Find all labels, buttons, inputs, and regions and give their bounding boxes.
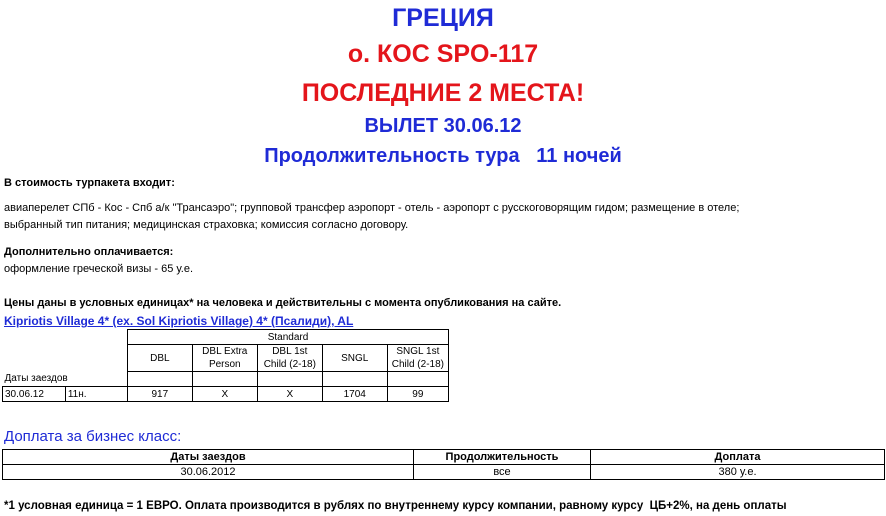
price-dbl: 917 [128, 387, 193, 402]
business-col-dates: Даты заездов [3, 450, 414, 465]
table-row [3, 465, 885, 480]
duration-title: Продолжительность тура 11 ночей [264, 145, 622, 167]
col-header-dbl-extra: DBL Extra Person [192, 345, 257, 372]
col-header-dbl-child: DBL 1st Child (2-18) [257, 345, 322, 372]
business-date: 30.06.2012 [3, 465, 414, 480]
footnote: *1 условная единица = 1 ЕВРО. Оплата производится в рублях по внутреннему курсу компании, равному курсу ЦБ+2%, на день оплаты [4, 500, 787, 512]
price-table [2, 329, 449, 402]
business-price: 380 у.е. [591, 465, 885, 480]
business-table [2, 449, 885, 480]
business-col-duration: Продолжительность [414, 450, 591, 465]
row-nights: 11н. [65, 387, 127, 402]
departure-title: ВЫЛЕТ 30.06.12 [364, 115, 522, 137]
extra-heading: Дополнительно оплачивается: [4, 246, 174, 258]
dates-label: Даты заездов [4, 373, 68, 385]
includes-line-2: выбранный тип питания; медицинская страховка; комиссия согласно договору. [4, 219, 409, 231]
business-heading: Доплата за бизнес класс: [4, 428, 182, 445]
country-title: ГРЕЦИЯ [392, 4, 494, 32]
business-col-surcharge: Доплата [591, 450, 885, 465]
price-dbl-extra: X [192, 387, 257, 402]
price-sngl: 1704 [322, 387, 387, 402]
col-header-sngl: SNGL [322, 345, 387, 372]
row-date: 30.06.12 [3, 387, 66, 402]
extra-line-1: оформление греческой визы - 65 у.е. [4, 263, 194, 275]
includes-line-1: авиаперелет СПб - Кос - Спб а/к "Трансаэро"; групповой трансфер аэропорт - отель - аэропорт с русскоговорящим гидом; размещение в отеле; [4, 202, 740, 214]
col-header-dbl: DBL [128, 345, 193, 372]
col-header-sngl-child: SNGL 1st Child (2-18) [387, 345, 448, 372]
price-dbl-child: X [257, 387, 322, 402]
price-sngl-child: 99 [387, 387, 448, 402]
island-title: о. КОС SPO-117 [347, 40, 539, 68]
business-duration: все [414, 465, 591, 480]
last-seats-title: ПОСЛЕДНИЕ 2 МЕСТА! [301, 79, 585, 107]
prices-note: Цены даны в условных единицах* на человека и действительны с момента опубликования на сайте. [4, 297, 562, 309]
table-row [3, 387, 449, 402]
includes-heading: В стоимость турпакета входит: [4, 177, 175, 189]
hotel-link[interactable]: Kipriotis Village 4* (ex. Sol Kipriotis Village) 4* (Псалиди), AL [4, 314, 354, 328]
room-group-header: Standard [128, 330, 449, 345]
